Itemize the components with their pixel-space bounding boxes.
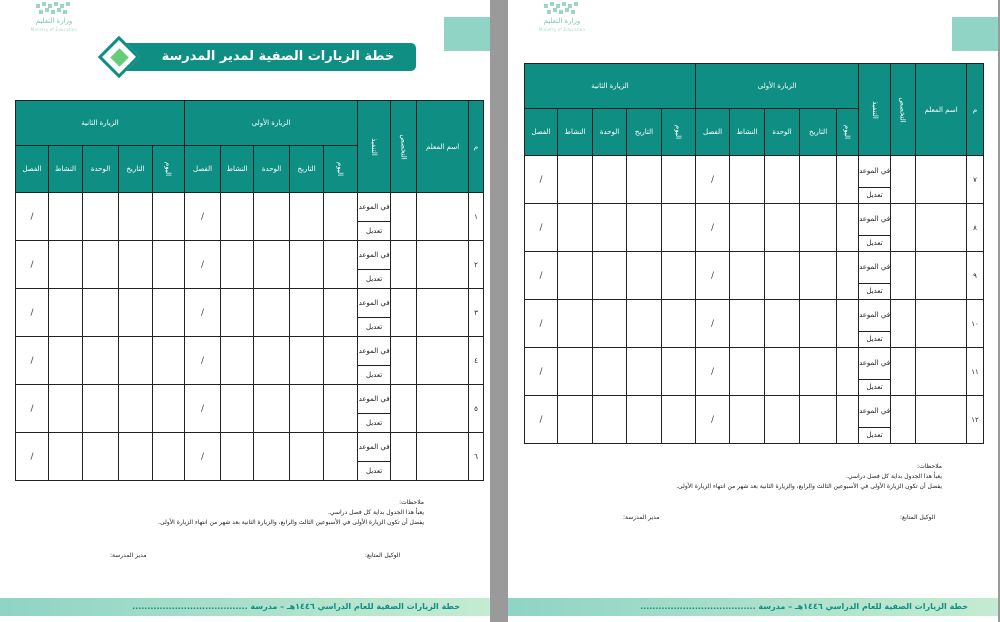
header-teacher-name: اسم المعلم	[417, 101, 469, 193]
execution-modified: تعديل	[859, 380, 891, 396]
header-specialty	[391, 101, 417, 193]
execution-modified: تعديل	[358, 366, 391, 385]
v1-day-cell	[324, 385, 358, 433]
v2-class-cell: /	[525, 396, 558, 444]
page-title: خطة الزيارات الصفية لمدير المدرسة	[120, 43, 416, 71]
v1-activity-cell	[221, 193, 254, 241]
header-v1-day-text: اليوم	[843, 124, 852, 140]
v1-class-cell: /	[185, 433, 221, 481]
execution-on-time: في الموعد	[859, 252, 891, 284]
page-footer: خطة الزيارات الصفية للعام الدراسي ١٤٤٦هـ – مدرسة ......................................	[0, 598, 490, 616]
header-v1-unit: الوحدة	[765, 109, 800, 156]
execution-modified: تعديل	[859, 332, 891, 348]
notes-line-1: يعبأ هذا الجدول بداية كل فصل دراسي.	[846, 473, 942, 480]
v1-date-cell	[290, 385, 324, 433]
header-visit-2: الزيارة الثانية	[16, 101, 185, 146]
header-specialty-text: التخصص	[399, 133, 408, 160]
header-v2-class: الفصل	[525, 109, 558, 156]
execution-on-time: في الموعد	[358, 433, 391, 462]
execution-modified: تعديل	[358, 462, 391, 481]
specialty-cell	[391, 193, 417, 241]
v1-activity-cell	[730, 396, 765, 444]
v2-class-cell: /	[525, 252, 558, 300]
table-row	[525, 252, 984, 284]
v2-unit-cell	[83, 385, 119, 433]
v2-day-cell	[662, 348, 696, 396]
table-row	[525, 204, 984, 236]
row-number: ٤	[469, 337, 484, 385]
v1-class-cell: /	[185, 241, 221, 289]
execution-modified: تعديل	[859, 188, 891, 204]
corner-decoration	[444, 17, 490, 51]
v2-activity-cell	[49, 337, 83, 385]
teacher-name-cell	[916, 204, 967, 252]
execution-on-time: في الموعد	[859, 204, 891, 236]
specialty-cell	[891, 300, 916, 348]
v2-unit-cell	[593, 396, 627, 444]
specialty-cell	[391, 289, 417, 337]
header-v2-day	[153, 146, 185, 193]
visits-table	[524, 63, 984, 444]
v1-unit-cell	[254, 385, 290, 433]
v1-activity-cell	[221, 289, 254, 337]
header-v1-day	[324, 146, 358, 193]
table-row	[16, 289, 484, 318]
header-execution	[859, 64, 891, 156]
v2-activity-cell	[49, 241, 83, 289]
header-execution-text: التنفيذ	[370, 137, 379, 156]
v1-class-cell: /	[185, 193, 221, 241]
v1-class-cell: /	[696, 252, 730, 300]
teacher-name-cell	[417, 385, 469, 433]
teacher-name-cell	[916, 156, 967, 204]
v1-date-cell	[800, 156, 837, 204]
v2-day-cell	[662, 204, 696, 252]
v1-activity-cell	[730, 252, 765, 300]
teacher-name-cell	[417, 241, 469, 289]
row-number: ٩	[967, 252, 984, 300]
v1-activity-cell	[221, 385, 254, 433]
header-v1-class: الفصل	[185, 146, 221, 193]
v1-class-cell: /	[185, 385, 221, 433]
v2-unit-cell	[83, 337, 119, 385]
specialty-cell	[891, 252, 916, 300]
v2-activity-cell	[558, 396, 593, 444]
v1-unit-cell	[765, 396, 800, 444]
header-visit-1: الزيارة الأولى	[185, 101, 358, 146]
v1-activity-cell	[730, 300, 765, 348]
v2-day-cell	[662, 300, 696, 348]
v1-day-cell	[837, 396, 859, 444]
v2-unit-cell	[593, 300, 627, 348]
execution-on-time: في الموعد	[358, 337, 391, 366]
row-number: ١٢	[967, 396, 984, 444]
v1-class-cell: /	[185, 289, 221, 337]
header-v2-activity: النشاط	[49, 146, 83, 193]
header-visit-2: الزيارة الثانية	[525, 64, 696, 109]
v1-unit-cell	[254, 241, 290, 289]
v2-date-cell	[119, 433, 153, 481]
v2-day-cell	[153, 337, 185, 385]
v1-activity-cell	[730, 348, 765, 396]
v2-activity-cell	[49, 385, 83, 433]
specialty-cell	[391, 241, 417, 289]
header-number: م	[469, 101, 484, 193]
v2-day-cell	[662, 252, 696, 300]
v2-class-cell: /	[525, 204, 558, 252]
v2-day-cell	[153, 385, 185, 433]
row-number: ٧	[967, 156, 984, 204]
v1-unit-cell	[254, 433, 290, 481]
v2-activity-cell	[558, 156, 593, 204]
header-visit-1: الزيارة الأولى	[696, 64, 859, 109]
v2-unit-cell	[83, 193, 119, 241]
v1-date-cell	[800, 252, 837, 300]
v2-unit-cell	[83, 433, 119, 481]
header-v2-date: التاريخ	[119, 146, 153, 193]
execution-modified: تعديل	[859, 428, 891, 444]
v1-day-cell	[324, 337, 358, 385]
teacher-name-cell	[916, 396, 967, 444]
header-v1-unit: الوحدة	[254, 146, 290, 193]
teacher-name-cell	[916, 348, 967, 396]
v2-date-cell	[627, 348, 662, 396]
v1-class-cell: /	[696, 156, 730, 204]
row-number: ١٠	[967, 300, 984, 348]
execution-modified: تعديل	[859, 284, 891, 300]
page-footer: خطة الزيارات الصفية للعام الدراسي ١٤٤٦هـ – مدرسة ......................................	[508, 598, 998, 616]
v1-day-cell	[324, 433, 358, 481]
v2-day-cell	[662, 396, 696, 444]
specialty-cell	[391, 337, 417, 385]
v2-activity-cell	[558, 204, 593, 252]
v1-activity-cell	[221, 433, 254, 481]
table-row	[16, 433, 484, 462]
execution-on-time: في الموعد	[859, 300, 891, 332]
execution-on-time: في الموعد	[358, 193, 391, 222]
v2-class-cell: /	[525, 300, 558, 348]
execution-modified: تعديل	[358, 414, 391, 433]
table-row	[16, 241, 484, 270]
header-v1-day-text: اليوم	[336, 161, 345, 177]
teacher-name-cell	[417, 193, 469, 241]
v1-day-cell	[837, 300, 859, 348]
v1-date-cell	[290, 289, 324, 337]
teacher-name-cell	[417, 433, 469, 481]
execution-modified: تعديل	[859, 236, 891, 252]
principal-signature-label: مدير المدرسة:	[110, 552, 147, 559]
v1-day-cell	[837, 204, 859, 252]
table-row	[525, 348, 984, 380]
v2-class-cell: /	[16, 385, 49, 433]
v2-unit-cell	[593, 204, 627, 252]
v1-activity-cell	[730, 204, 765, 252]
specialty-cell	[891, 348, 916, 396]
v1-date-cell	[290, 193, 324, 241]
v1-class-cell: /	[185, 337, 221, 385]
row-number: ٨	[967, 204, 984, 252]
notes-heading: ملاحظات:	[399, 499, 424, 506]
v2-date-cell	[627, 156, 662, 204]
v1-class-cell: /	[696, 300, 730, 348]
principal-signature-label: مدير المدرسة:	[623, 514, 660, 521]
notes-line-2: يفضل أن تكون الزيارة الأولى في الأسبوعين الثالث والرابع، والزيارة الثانية بعد شهر من انتهاء الزيارة الأولى.	[158, 519, 424, 526]
execution-modified: تعديل	[358, 270, 391, 289]
header-v1-date: التاريخ	[800, 109, 837, 156]
visits-table	[15, 100, 484, 481]
corner-decoration	[952, 17, 998, 51]
table-row	[16, 337, 484, 366]
v1-date-cell	[290, 241, 324, 289]
v2-activity-cell	[49, 433, 83, 481]
document-page-left	[0, 0, 490, 622]
logo-english-text: Ministry of Education	[538, 27, 586, 32]
v1-unit-cell	[765, 252, 800, 300]
v1-class-cell: /	[696, 348, 730, 396]
v1-day-cell	[324, 241, 358, 289]
v1-activity-cell	[221, 241, 254, 289]
header-v1-activity: النشاط	[221, 146, 254, 193]
logo-arabic-text: وزارة التعليم	[543, 17, 581, 25]
v1-date-cell	[800, 300, 837, 348]
header-v2-date: التاريخ	[627, 109, 662, 156]
execution-on-time: في الموعد	[358, 385, 391, 414]
header-v2-unit: الوحدة	[83, 146, 119, 193]
v2-date-cell	[627, 300, 662, 348]
header-v1-activity: النشاط	[730, 109, 765, 156]
document-page-right	[508, 0, 998, 622]
notes-section	[4, 498, 424, 528]
v2-class-cell: /	[16, 241, 49, 289]
v2-class-cell: /	[16, 337, 49, 385]
v2-date-cell	[627, 252, 662, 300]
v1-unit-cell	[765, 348, 800, 396]
header-v2-day	[662, 109, 696, 156]
v1-date-cell	[800, 348, 837, 396]
v2-day-cell	[662, 156, 696, 204]
notes-section	[512, 462, 942, 492]
execution-on-time: في الموعد	[859, 348, 891, 380]
execution-modified: تعديل	[358, 222, 391, 241]
row-number: ٣	[469, 289, 484, 337]
deputy-signature-label: الوكيل المتابع:	[365, 552, 401, 559]
v2-day-cell	[153, 241, 185, 289]
v2-unit-cell	[83, 289, 119, 337]
header-v2-class: الفصل	[16, 146, 49, 193]
v1-unit-cell	[765, 204, 800, 252]
header-v1-date: التاريخ	[290, 146, 324, 193]
notes-line-1: يعبأ هذا الجدول بداية كل فصل دراسي.	[328, 509, 424, 516]
v1-unit-cell	[765, 156, 800, 204]
row-number: ٥	[469, 385, 484, 433]
header-v2-activity: النشاط	[558, 109, 593, 156]
v1-date-cell	[290, 337, 324, 385]
specialty-cell	[891, 396, 916, 444]
logo-arabic-text: وزارة التعليم	[35, 17, 73, 25]
v1-unit-cell	[254, 337, 290, 385]
v2-class-cell: /	[16, 433, 49, 481]
header-specialty-text: التخصص	[898, 96, 907, 123]
header-v2-unit: الوحدة	[593, 109, 627, 156]
v2-activity-cell	[558, 348, 593, 396]
v2-date-cell	[627, 204, 662, 252]
v2-unit-cell	[593, 348, 627, 396]
row-number: ١١	[967, 348, 984, 396]
v2-unit-cell	[593, 252, 627, 300]
logo-english-text: Ministry of Education	[30, 27, 78, 32]
v2-date-cell	[119, 289, 153, 337]
row-number: ٢	[469, 241, 484, 289]
row-number: ١	[469, 193, 484, 241]
table-row	[525, 156, 984, 188]
v2-activity-cell	[558, 252, 593, 300]
v1-day-cell	[837, 348, 859, 396]
v2-date-cell	[119, 193, 153, 241]
execution-on-time: في الموعد	[859, 156, 891, 188]
teacher-name-cell	[916, 300, 967, 348]
teacher-name-cell	[916, 252, 967, 300]
v1-day-cell	[324, 193, 358, 241]
notes-heading: ملاحظات:	[917, 463, 942, 470]
header-v2-day-text: اليوم	[164, 161, 173, 177]
v2-date-cell	[627, 396, 662, 444]
v1-unit-cell	[254, 193, 290, 241]
v1-activity-cell	[221, 337, 254, 385]
table-row	[525, 300, 984, 332]
notes-line-2: يفضل أن تكون الزيارة الأولى في الأسبوعين الثالث والرابع، والزيارة الثانية بعد شهر من انتهاء الزيارة الأولى.	[676, 483, 942, 490]
v1-day-cell	[837, 156, 859, 204]
v1-date-cell	[800, 396, 837, 444]
v2-unit-cell	[83, 241, 119, 289]
row-number: ٦	[469, 433, 484, 481]
specialty-cell	[891, 156, 916, 204]
header-specialty	[891, 64, 916, 156]
v2-class-cell: /	[16, 289, 49, 337]
deputy-signature-label: الوكيل المتابع:	[900, 514, 936, 521]
title-banner	[98, 38, 416, 78]
v2-activity-cell	[49, 193, 83, 241]
specialty-cell	[891, 204, 916, 252]
table-row	[16, 385, 484, 414]
table-row	[16, 193, 484, 222]
execution-on-time: في الموعد	[358, 241, 391, 270]
specialty-cell	[391, 433, 417, 481]
v2-class-cell: /	[525, 348, 558, 396]
header-v1-day	[837, 109, 859, 156]
v2-day-cell	[153, 433, 185, 481]
v1-class-cell: /	[696, 396, 730, 444]
header-execution	[358, 101, 391, 193]
execution-on-time: في الموعد	[358, 289, 391, 318]
header-execution-text: التنفيذ	[870, 100, 879, 119]
header-number: م	[967, 64, 984, 156]
v1-day-cell	[324, 289, 358, 337]
v2-activity-cell	[49, 289, 83, 337]
v2-date-cell	[119, 385, 153, 433]
v2-day-cell	[153, 193, 185, 241]
v2-class-cell: /	[525, 156, 558, 204]
v1-unit-cell	[254, 289, 290, 337]
header-teacher-name: اسم المعلم	[916, 64, 967, 156]
v1-activity-cell	[730, 156, 765, 204]
v1-day-cell	[837, 252, 859, 300]
v2-date-cell	[119, 337, 153, 385]
v1-class-cell: /	[696, 204, 730, 252]
teacher-name-cell	[417, 289, 469, 337]
specialty-cell	[391, 385, 417, 433]
v1-unit-cell	[765, 300, 800, 348]
execution-on-time: في الموعد	[859, 396, 891, 428]
v2-activity-cell	[558, 300, 593, 348]
table-row	[525, 396, 984, 428]
header-v2-day-text: اليوم	[674, 124, 683, 140]
v1-date-cell	[290, 433, 324, 481]
v2-unit-cell	[593, 156, 627, 204]
ministry-logo	[538, 2, 586, 36]
v2-day-cell	[153, 289, 185, 337]
v2-date-cell	[119, 241, 153, 289]
ministry-logo	[30, 2, 78, 36]
header-v1-class: الفصل	[696, 109, 730, 156]
v2-class-cell: /	[16, 193, 49, 241]
v1-date-cell	[800, 204, 837, 252]
teacher-name-cell	[417, 337, 469, 385]
execution-modified: تعديل	[358, 318, 391, 337]
